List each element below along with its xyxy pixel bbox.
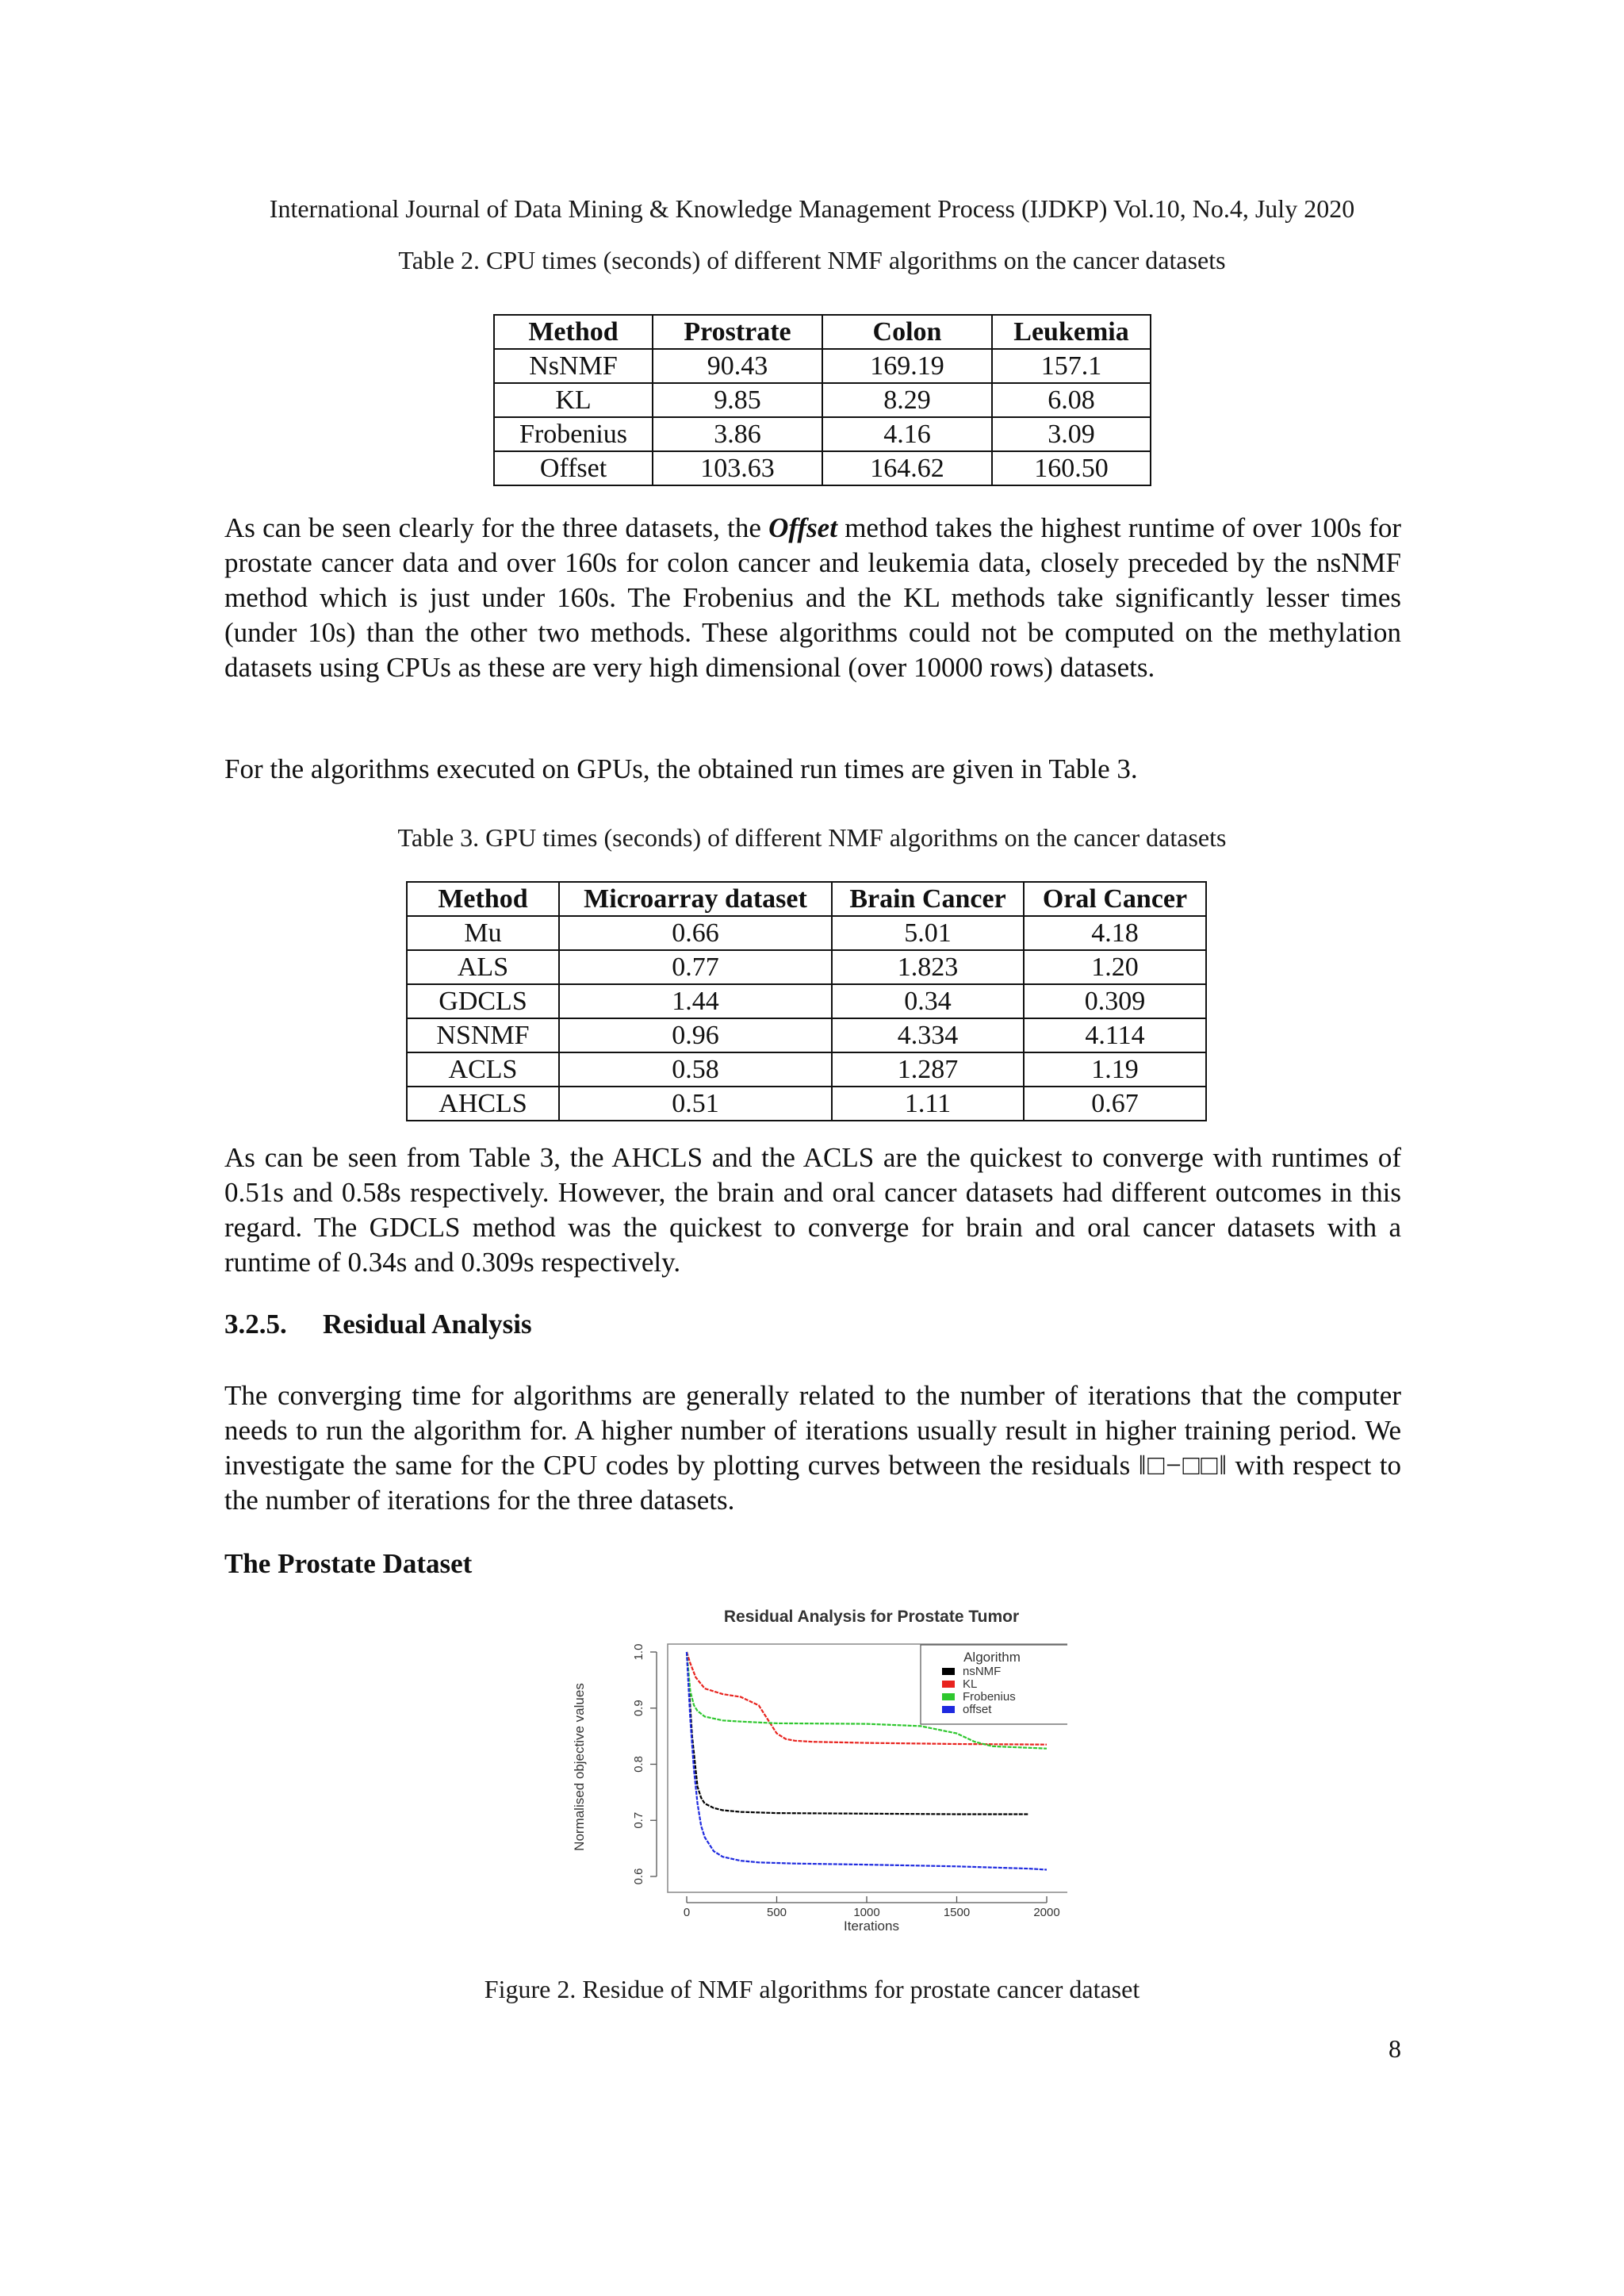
x-tick-label: 0: [683, 1906, 691, 1919]
table2-caption: Table 2. CPU times (seconds) of different NMF algorithms on the cancer datasets: [398, 246, 1226, 274]
table-cell: 1.11: [832, 1087, 1024, 1121]
table3-header-cell: Method: [407, 882, 559, 916]
table-cell: 4.114: [1024, 1018, 1206, 1052]
table-row: [407, 950, 1206, 984]
table3-header-cell: Brain Cancer: [832, 882, 1024, 916]
legend-label: nsNMF: [963, 1665, 1002, 1678]
paragraph-gpu-results: As can be seen from Table 3, the AHCLS and the ACLS are the quickest to converge with runtimes of 0.51s and 0.58s respectively. However, the brain and oral cancer datasets had different outcomes in this regard. The GDCLS method was the quickest to converge for brain and oral cancer datasets with a runtime of 0.34s and 0.309s respectively.: [224, 1142, 1401, 1278]
table-cell: 1.20: [1024, 950, 1206, 984]
table-row: [494, 451, 1151, 485]
table-cell: ACLS: [407, 1052, 559, 1087]
table-cell: 6.08: [992, 383, 1151, 417]
table-cell: 157.1: [992, 349, 1151, 383]
x-axis: [684, 1896, 1060, 1919]
chart-title: Residual Analysis for Prostate Tumor: [723, 1608, 1020, 1626]
paragraph-cpu-results: [224, 511, 1401, 685]
section-heading: [224, 1309, 532, 1340]
residual-chart: [560, 1599, 1067, 1948]
table-cell: 0.67: [1024, 1087, 1206, 1121]
page-number: 8: [1388, 2034, 1401, 2063]
table-cell: NsNMF: [494, 349, 653, 383]
table-row: [494, 383, 1151, 417]
y-tick-label: 0.8: [632, 1756, 645, 1773]
table-cell: 0.77: [559, 950, 832, 984]
legend-swatch: [942, 1693, 955, 1700]
table-cell: 164.62: [822, 451, 992, 485]
legend-swatch: [942, 1668, 955, 1675]
figure-caption: Figure 2. Residue of NMF algorithms for prostate cancer dataset: [484, 1975, 1140, 2003]
table-cell: 3.09: [992, 417, 1151, 451]
table3-header-cell: Oral Cancer: [1024, 882, 1206, 916]
y-axis: [632, 1644, 657, 1885]
x-tick-label: 1000: [853, 1906, 880, 1919]
table-cell: 103.63: [653, 451, 822, 485]
table-cell: 4.334: [832, 1018, 1024, 1052]
x-axis-label: Iterations: [844, 1918, 899, 1934]
table-row: [407, 1018, 1206, 1052]
table-cell: Mu: [407, 916, 559, 950]
table-cell: 8.29: [822, 383, 992, 417]
x-tick-label: 1500: [943, 1906, 971, 1919]
table-cell: 0.34: [832, 984, 1024, 1018]
table-cell: NSNMF: [407, 1018, 559, 1052]
table-cell: 160.50: [992, 451, 1151, 485]
table2: [493, 314, 1151, 486]
table3-header-cell: Microarray dataset: [559, 882, 832, 916]
legend-label: offset: [963, 1703, 992, 1716]
table-cell: 9.85: [653, 383, 822, 417]
legend-swatch: [942, 1681, 955, 1688]
table-cell: 1.823: [832, 950, 1024, 984]
x-tick-label: 2000: [1033, 1906, 1060, 1919]
y-tick-label: 0.7: [632, 1811, 645, 1829]
table-row: [494, 417, 1151, 451]
table-cell: 90.43: [653, 349, 822, 383]
table-cell: 4.18: [1024, 916, 1206, 950]
paragraph-gpu-intro: For the algorithms executed on GPUs, the obtained run times are given in Table 3.: [224, 753, 1138, 784]
table-cell: 0.96: [559, 1018, 832, 1052]
table-row: [407, 916, 1206, 950]
table-row: [407, 1052, 1206, 1087]
table3-caption: Table 3. GPU times (seconds) of different NMF algorithms on the cancer datasets: [397, 823, 1227, 852]
table-cell: 1.44: [559, 984, 832, 1018]
table-cell: 3.86: [653, 417, 822, 451]
table-cell: 5.01: [832, 916, 1024, 950]
table-cell: 0.51: [559, 1087, 832, 1121]
table2-header-cell: Colon: [822, 315, 992, 349]
journal-header: International Journal of Data Mining & Knowledge Management Process (IJDKP) Vol.10, No.4, July 2020: [269, 194, 1355, 223]
table-cell: AHCLS: [407, 1087, 559, 1121]
y-axis-label: Normalised objective values: [572, 1683, 587, 1851]
table-row: [494, 349, 1151, 383]
table2-header-cell: Method: [494, 315, 653, 349]
table-cell: 0.309: [1024, 984, 1206, 1018]
section-number: 3.2.5.: [224, 1309, 287, 1340]
table-cell: KL: [494, 383, 653, 417]
table-cell: 0.58: [559, 1052, 832, 1087]
table-row: [407, 1087, 1206, 1121]
table-cell: Offset: [494, 451, 653, 485]
legend-label: KL: [963, 1677, 978, 1691]
y-tick-label: 0.6: [632, 1868, 645, 1885]
paragraph-residual: The converging time for algorithms are generally related to the number of iterations that the computer needs to run the algorithm for. A higher number of iterations usually result in higher training period. We investigate the same for the CPU codes by plotting curves between the residuals ‖□−□□‖ with respect to the number of iterations for the three datasets.: [224, 1380, 1401, 1516]
table-cell: 169.19: [822, 349, 992, 383]
table-row: [407, 984, 1206, 1018]
legend-label: Frobenius: [963, 1690, 1016, 1704]
y-tick-label: 1.0: [632, 1643, 645, 1661]
table-cell: 4.16: [822, 417, 992, 451]
table-cell: 1.19: [1024, 1052, 1206, 1087]
table-cell: ALS: [407, 950, 559, 984]
table-cell: 1.287: [832, 1052, 1024, 1087]
legend-title: Algorithm: [963, 1650, 1021, 1665]
table3: [406, 881, 1207, 1121]
table-cell: 0.66: [559, 916, 832, 950]
table2-header-cell: Prostrate: [653, 315, 822, 349]
y-tick-label: 0.9: [632, 1700, 645, 1717]
table-cell: GDCLS: [407, 984, 559, 1018]
section-title: Residual Analysis: [323, 1309, 532, 1340]
table2-header-cell: Leukemia: [992, 315, 1151, 349]
subheading-prostate: The Prostate Dataset: [224, 1548, 473, 1579]
emphasis-offset: Offset: [768, 512, 837, 543]
table-cell: Frobenius: [494, 417, 653, 451]
legend-swatch: [942, 1706, 955, 1713]
chart-legend: [921, 1645, 1067, 1724]
paragraph-text: As can be seen clearly for the three datasets, the: [224, 512, 769, 543]
paragraph-text: method takes the highest runtime of over 100s for prostate cancer data and over 160s for colon cancer and leukemia data, closely preceded by the nsNMF method which is just under 160s. The Frobenius and the KL methods take significantly lesser times (under 10s) than the other two methods. These algorithms could not be computed on the methylation datasets using CPUs as these are very high dimensional (over 10000 rows) datasets.: [224, 512, 1401, 683]
x-tick-label: 500: [766, 1906, 787, 1919]
